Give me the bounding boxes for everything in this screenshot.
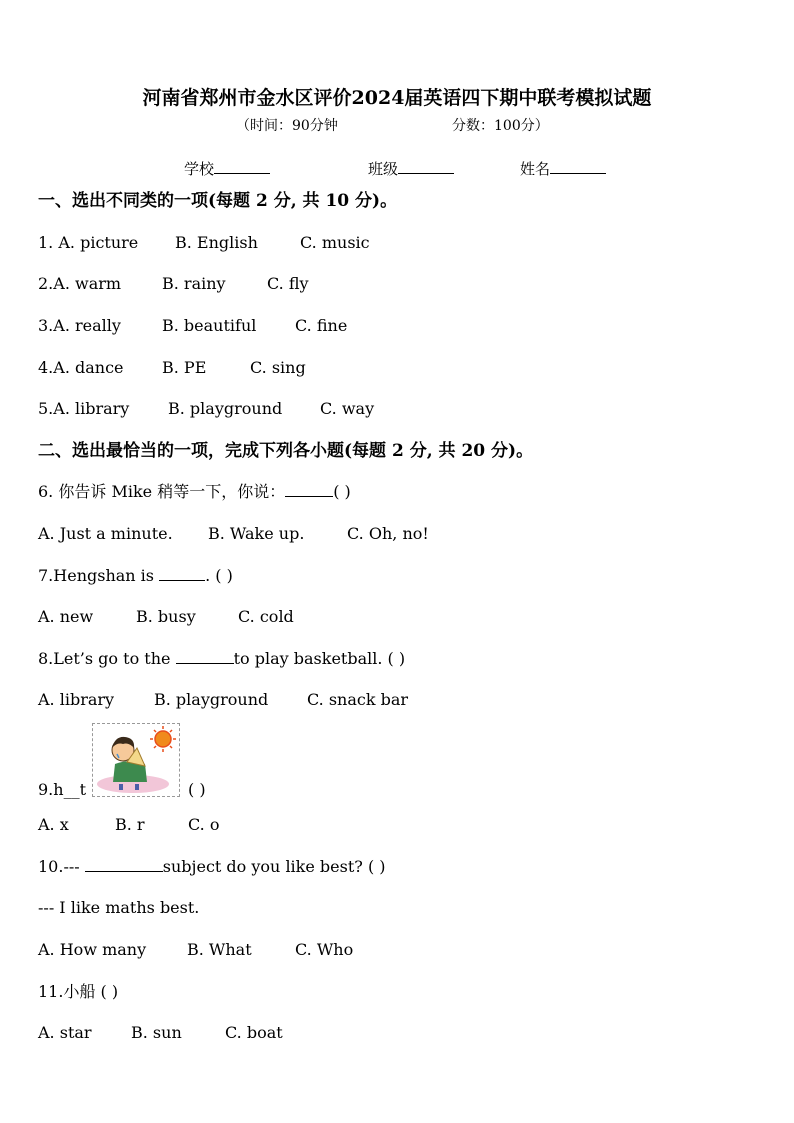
class-blank (398, 159, 454, 174)
q7-tail: . ( ) (205, 566, 233, 585)
q7-blank (159, 566, 205, 581)
name-field (520, 159, 606, 179)
question-6-options (38, 524, 429, 544)
question-9 (38, 780, 206, 800)
q9-stem: 9.h__t (38, 780, 86, 799)
exam-time: （时间：90分钟 (236, 118, 338, 134)
question-2 (38, 274, 309, 294)
q1-option-b: B. English (175, 233, 258, 252)
q9-option-c: C. o (188, 815, 220, 834)
exam-title: 河南省郑州市金水区评价2024届英语四下期中联考模拟试题 (142, 87, 652, 109)
question-11: 11.小船 ( ) (38, 982, 119, 1001)
q10-option-b: B. What (187, 940, 252, 959)
q5-option-a: 5.A. library (38, 399, 130, 418)
q6-blank (285, 482, 333, 497)
question-1 (38, 233, 370, 253)
q2-option-c: C. fly (267, 274, 309, 293)
question-7 (38, 566, 233, 586)
q5-option-b: B. playground (168, 399, 283, 418)
q10-option-c: C. Who (295, 940, 354, 959)
q8-stem: 8.Let’s go to the (38, 649, 176, 668)
question-10-options (38, 940, 354, 960)
question-5 (38, 399, 375, 419)
question-9-options (38, 815, 220, 835)
q6-option-c: C. Oh, no! (347, 524, 429, 543)
q7-option-a: A. new (38, 607, 94, 626)
class-field (368, 159, 454, 179)
exam-score: 分数：100分） (452, 118, 549, 134)
q9-option-a: A. x (38, 815, 69, 834)
q8-option-a: A. library (38, 690, 115, 709)
q1-option-a: 1. A. picture (38, 233, 139, 252)
question-7-options (38, 607, 294, 627)
q1-option-c: C. music (300, 233, 370, 252)
class-label: 班级 (368, 160, 399, 178)
q6-stem: 6. 你告诉 Mike 稍等一下，你说： (38, 482, 286, 501)
q11-option-b: B. sun (131, 1023, 182, 1042)
name-blank (550, 159, 606, 174)
q11-option-a: A. star (38, 1023, 92, 1042)
school-field (184, 159, 270, 179)
q3-option-c: C. fine (295, 316, 348, 335)
q6-option-b: B. Wake up. (208, 524, 305, 543)
q4-option-c: C. sing (250, 358, 306, 377)
q10-blank (85, 857, 163, 872)
question-6 (38, 482, 351, 502)
q2-option-b: B. rainy (162, 274, 226, 293)
question-11-options (38, 1023, 283, 1043)
q8-option-b: B. playground (154, 690, 269, 709)
q3-option-a: 3.A. really (38, 316, 121, 335)
q6-option-a: A. Just a minute. (38, 524, 173, 543)
q3-option-b: B. beautiful (162, 316, 257, 335)
q9-option-b: B. r (115, 815, 145, 834)
question-8 (38, 649, 405, 669)
q6-paren: ( ) (333, 482, 351, 501)
q8-tail: to play basketball. ( ) (233, 649, 406, 668)
school-blank (214, 159, 270, 174)
q9-paren: ( ) (188, 780, 206, 799)
question-10 (38, 857, 386, 877)
q8-option-c: C. snack bar (307, 690, 409, 709)
q10-option-a: A. How many (38, 940, 147, 959)
q4-option-b: B. PE (162, 358, 207, 377)
question-3 (38, 316, 348, 336)
q7-option-b: B. busy (136, 607, 196, 626)
question-4 (38, 358, 306, 378)
q10-tail: subject do you like best? ( ) (162, 857, 386, 876)
sun-icon (155, 731, 171, 747)
q8-blank (176, 649, 234, 664)
q7-stem: 7.Hengshan is (38, 566, 160, 585)
q11-option-c: C. boat (225, 1023, 283, 1042)
hot-picture (92, 723, 180, 797)
q2-option-a: 2.A. warm (38, 274, 122, 293)
question-8-options (38, 690, 409, 710)
name-label: 姓名 (520, 160, 551, 178)
q4-option-a: 4.A. dance (38, 358, 124, 377)
q10-stem: 10.--- (38, 857, 85, 876)
hot-boy-illustration (93, 724, 179, 796)
q7-option-c: C. cold (238, 607, 294, 626)
school-label: 学校 (184, 160, 215, 178)
section1-heading: 一、选出不同类的一项(每题 2 分, 共 10 分)。 (38, 191, 398, 211)
q5-option-c: C. way (320, 399, 375, 418)
question-10-answer: --- I like maths best. (38, 898, 200, 917)
section2-heading: 二、选出最恰当的一项，完成下列各小题(每题 2 分, 共 20 分)。 (38, 441, 534, 461)
